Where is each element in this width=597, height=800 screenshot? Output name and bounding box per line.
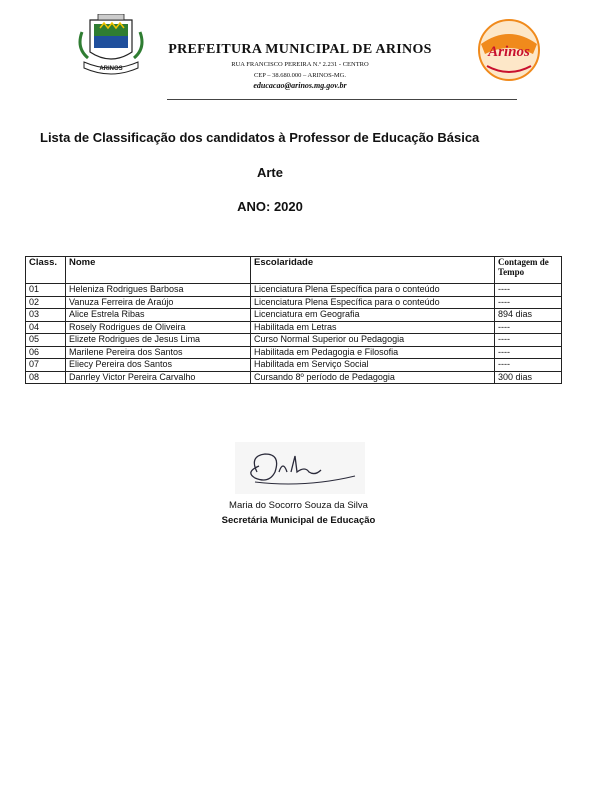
svg-text:ARINOS: ARINOS (99, 66, 123, 72)
cell-class: 05 (26, 334, 66, 347)
cell-time: ---- (495, 296, 562, 309)
column-header-schooling: Escolaridade (251, 257, 495, 284)
org-address: RUA FRANCISCO PEREIRA N.º 2.231 - CENTRO (231, 61, 369, 68)
letterhead-text (150, 42, 450, 90)
table-row (26, 346, 562, 359)
org-name: PREFEITURA MUNICIPAL DE ARINOS (168, 42, 432, 57)
table-row (26, 284, 562, 297)
cell-time: 894 dias (495, 309, 562, 322)
cell-name: Marilene Pereira dos Santos (66, 346, 251, 359)
cell-class: 08 (26, 371, 66, 384)
cell-name: Elizete Rodrigues de Jesus Lima (66, 334, 251, 347)
cell-schooling: Habilitada em Pedagogia e Filosofia (251, 346, 495, 359)
table-row (26, 371, 562, 384)
cell-class: 01 (26, 284, 66, 297)
cell-name: Rosely Rodrigues de Oliveira (66, 321, 251, 334)
cell-time: ---- (495, 346, 562, 359)
column-header-name: Nome (66, 257, 251, 284)
table-row (26, 334, 562, 347)
column-header-class: Class. (26, 257, 66, 284)
document-subject: Arte (256, 165, 283, 180)
cell-name: Heleniza Rodrigues Barbosa (66, 284, 251, 297)
cell-schooling: Licenciatura em Geografia (251, 309, 495, 322)
table-row (26, 309, 562, 322)
cell-time: ---- (495, 334, 562, 347)
cell-name: Eliecy Pereira dos Santos (66, 359, 251, 372)
municipal-crest-icon (76, 14, 146, 80)
cell-schooling: Curso Normal Superior ou Pedagogia (251, 334, 495, 347)
letterhead (0, 0, 597, 105)
classification-table (25, 256, 562, 384)
cell-schooling: Cursando 8º período de Pedagogia (251, 371, 495, 384)
signatory-role: Secretária Municipal de Educação (221, 515, 376, 526)
cell-name: Vanuza Ferreira de Araújo (66, 296, 251, 309)
table-header-row (26, 257, 562, 284)
document-title: Lista de Classificação dos candidatos à Professor de Educação Básica (40, 130, 480, 145)
city-anniversary-logo-icon (469, 14, 549, 84)
cell-time: 300 dias (495, 371, 562, 384)
table-row (26, 359, 562, 372)
org-email: educacao@arinos.mg.gov.br (253, 81, 347, 90)
cell-time: ---- (495, 321, 562, 334)
header-rule (167, 99, 517, 100)
cell-time: ---- (495, 359, 562, 372)
cell-class: 07 (26, 359, 66, 372)
cell-schooling: Licenciatura Plena Específica para o conteúdo (251, 296, 495, 309)
cell-class: 04 (26, 321, 66, 334)
table-row (26, 296, 562, 309)
cell-schooling: Habilitada em Serviço Social (251, 359, 495, 372)
handwritten-signature-icon (235, 442, 365, 494)
cell-time: ---- (495, 284, 562, 297)
org-cep: CEP – 38.680.000 – ARINOS-MG. (253, 72, 347, 79)
document-year: ANO: 2020 (237, 199, 303, 214)
column-header-time-label: Contagem de Tempo (498, 257, 549, 277)
column-header-time (495, 257, 562, 284)
svg-text:Arinos: Arinos (488, 44, 530, 60)
cell-schooling: Habilitada em Letras (251, 321, 495, 334)
cell-schooling: Licenciatura Plena Específica para o conteúdo (251, 284, 495, 297)
cell-class: 06 (26, 346, 66, 359)
cell-name: Alice Estrela Ribas (66, 309, 251, 322)
cell-class: 03 (26, 309, 66, 322)
table-row (26, 321, 562, 334)
signatory-name: Maria do Socorro Souza da Silva (229, 500, 368, 511)
cell-class: 02 (26, 296, 66, 309)
cell-name: Danrley Victor Pereira Carvalho (66, 371, 251, 384)
